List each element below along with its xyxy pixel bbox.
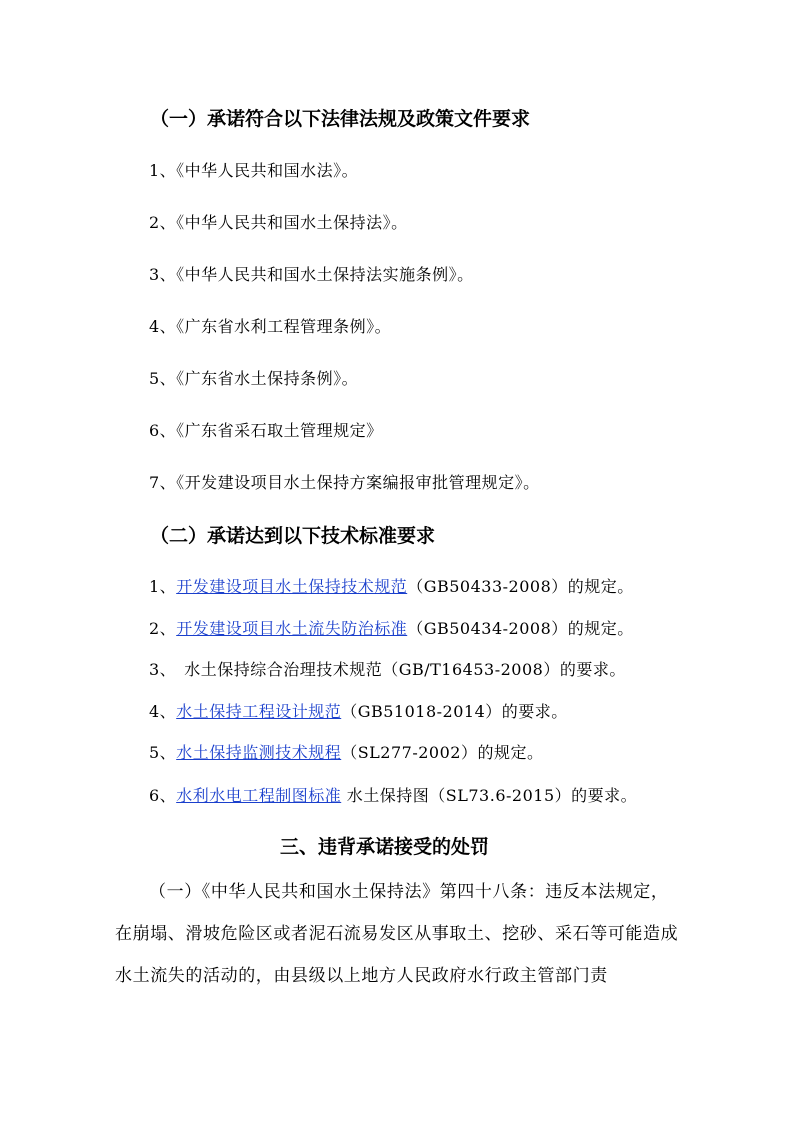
standard-link[interactable]: 开发建设项目水土保持技术规范 (176, 577, 408, 596)
standard-item-4 (149, 699, 568, 722)
standard-item-2 (149, 616, 634, 639)
standard-item-text: （GB50434-2008）的规定。 (407, 619, 634, 638)
standard-item-number: 6、 (149, 786, 177, 805)
section3-heading: 三、违背承诺接受的处罚 (280, 836, 490, 858)
law-item-6: 6、《广东省采石取土管理规定》 (149, 421, 383, 440)
standard-link[interactable]: 水土保持工程设计规范 (176, 702, 342, 721)
standard-item-text: 水土保持综合治理技术规范（GB/T16453-2008）的要求。 (184, 660, 626, 679)
standard-link[interactable]: 水土保持监测技术规程 (176, 743, 342, 762)
standard-item-number: 3、 (149, 660, 177, 679)
law-item-3: 3、《中华人民共和国水土保持法实施条例》。 (149, 265, 474, 284)
law-item-1: 1、《中华人民共和国水法》。 (149, 161, 359, 180)
section1-heading: （一）承诺符合以下法律法规及政策文件要求 (150, 108, 531, 130)
law-item-7: 7、《开发建设项目水土保持方案编报审批管理规定》。 (149, 473, 540, 492)
standard-item-number: 2、 (149, 619, 177, 638)
law-item-4: 4、《广东省水利工程管理条例》。 (149, 317, 392, 336)
standard-item-5 (149, 740, 543, 763)
standard-item-text: （GB51018-2014）的要求。 (341, 702, 568, 721)
standard-item-text: 水土保持图（SL73.6-2015）的要求。 (341, 786, 638, 805)
standard-item-text: （SL277-2002）的规定。 (341, 743, 544, 762)
standard-item-number: 1、 (149, 577, 177, 596)
standard-item-number: 5、 (149, 743, 177, 762)
standard-item-text: （GB50433-2008）的规定。 (407, 577, 634, 596)
penalty-paragraph: （一）《中华人民共和国水土保持法》第四十八条：违反本法规定，在崩塌、滑坡危险区或者泥石流易发区从事取土、挖砂、采石等可能造成水土流失的活动的，由县级以上地方人民政府水行政主管部门责 (115, 882, 679, 986)
standard-item-3 (149, 657, 626, 680)
standard-link[interactable]: 水利水电工程制图标准 (176, 786, 342, 805)
standard-item-6 (149, 783, 637, 806)
section2-heading: （二）承诺达到以下技术标准要求 (150, 525, 436, 547)
standard-link[interactable]: 开发建设项目水土流失防治标准 (176, 619, 408, 638)
law-item-2: 2、《中华人民共和国水土保持法》。 (149, 213, 408, 232)
standard-item-number: 4、 (149, 702, 177, 721)
law-item-5: 5、《广东省水土保持条例》。 (149, 369, 359, 388)
standard-item-1 (149, 574, 634, 597)
